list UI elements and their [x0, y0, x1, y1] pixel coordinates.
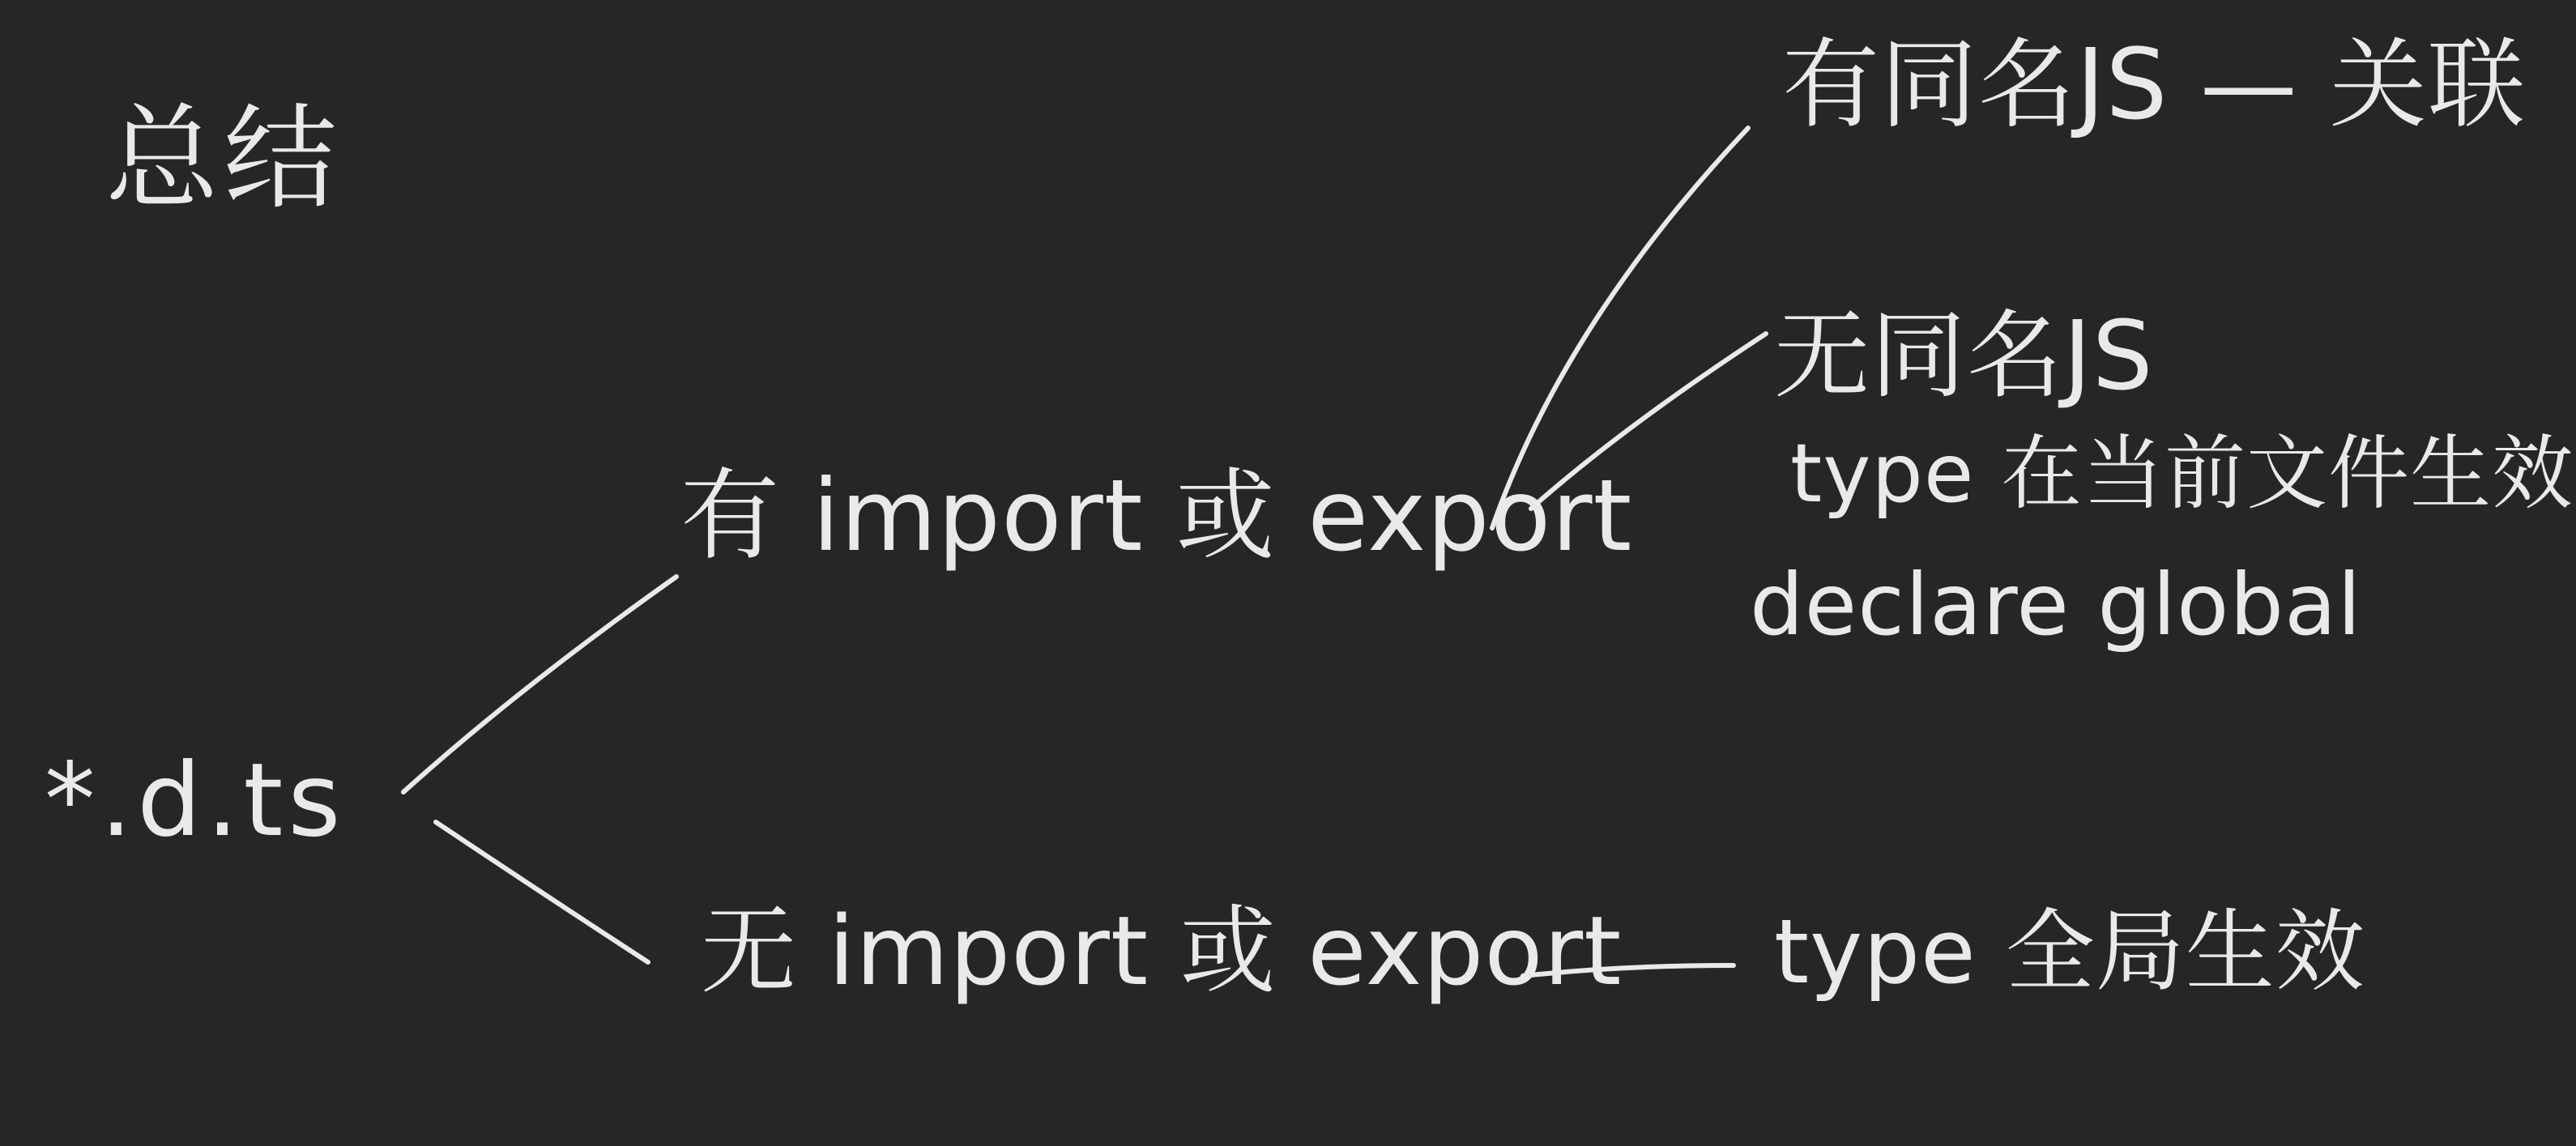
edge-root-to-branch-a: [403, 577, 676, 792]
leaf-node-no-same-name-js: 无同名JS: [1774, 300, 2154, 411]
edge-root-to-branch-b: [436, 822, 648, 962]
branch-node-without-import-export: 无 import 或 export: [701, 895, 1623, 1007]
branch-node-with-import-export: 有 import 或 export: [680, 458, 1633, 573]
root-node: *.d.ts: [45, 742, 346, 859]
leaf-detail-type-local-scope: type 在当前文件生效: [1790, 426, 2574, 521]
leaf-node-type-global-scope: type 全局生效: [1774, 900, 2365, 1003]
diagram-title: 总结: [105, 93, 343, 225]
leaf-detail-declare-global: declare global: [1750, 556, 2362, 654]
leaf-node-same-name-js: 有同名JS — 关联: [1782, 29, 2526, 142]
